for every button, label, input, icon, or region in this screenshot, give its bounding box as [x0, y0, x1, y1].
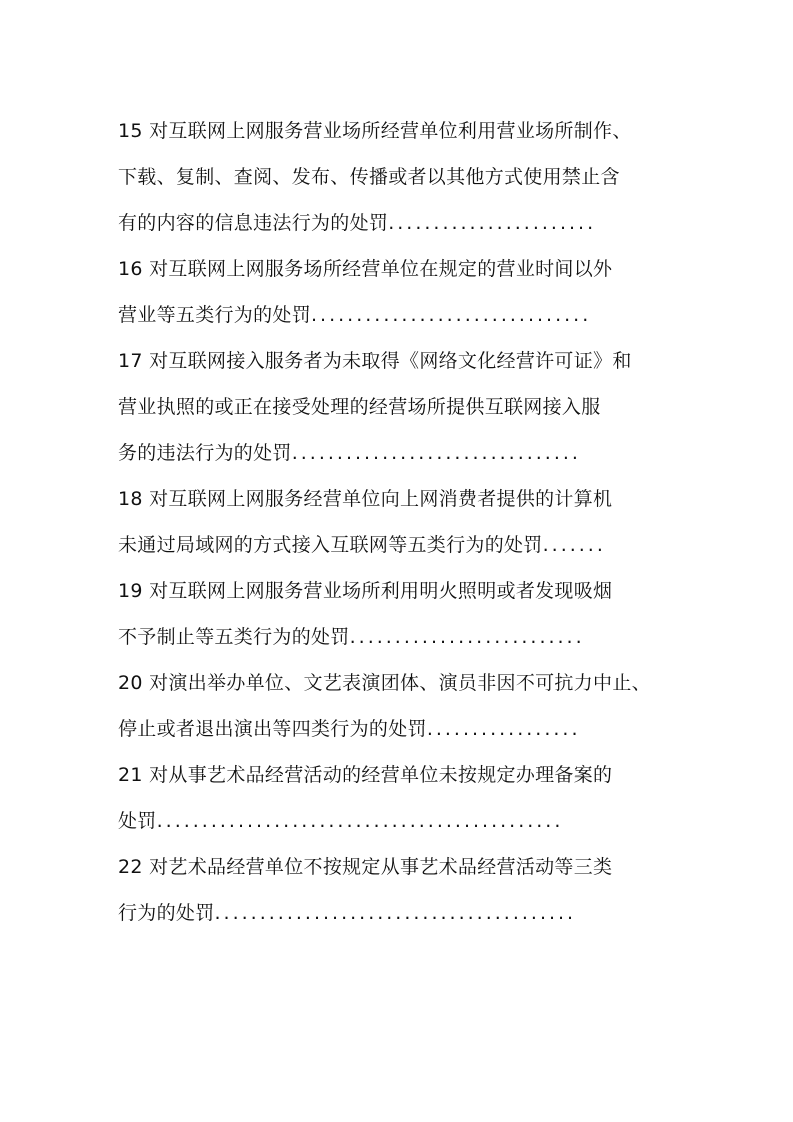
toc-line: 17 对互联网接入服务者为未取得《网络文化经营许可证》和 — [118, 350, 632, 372]
dot-leader: ................................ — [291, 442, 581, 464]
toc-line: 15 对互联网上网服务营业场所经营单位利用营业场所制作、 — [118, 120, 632, 142]
dot-leader: ........................................ — [214, 902, 577, 924]
toc-line: 不予制止等五类行为的处罚.......................... — [118, 626, 585, 648]
toc-line: 营业等五类行为的处罚............................... — [118, 304, 592, 326]
toc-entry-21[interactable] — [118, 752, 678, 844]
toc-line: 22 对艺术品经营单位不按规定从事艺术品经营活动等三类 — [118, 856, 613, 878]
table-of-contents — [118, 108, 678, 936]
toc-entry-19[interactable] — [118, 568, 678, 660]
dot-leader: ................. — [426, 718, 581, 740]
toc-line: 停止或者退出演出等四类行为的处罚................. — [118, 718, 581, 740]
toc-line: 19 对互联网上网服务营业场所利用明火照明或者发现吸烟 — [118, 580, 613, 602]
toc-line: 务的违法行为的处罚................................ — [118, 442, 581, 464]
toc-line: 处罚............................................. — [118, 810, 564, 832]
toc-line: 20 对演出举办单位、文艺表演团体、演员非因不可抗力中止、 — [118, 672, 651, 694]
toc-line: 未通过局域网的方式接入互联网等五类行为的处罚....... — [118, 534, 606, 556]
toc-entry-18[interactable] — [118, 476, 678, 568]
toc-line: 18 对互联网上网服务经营单位向上网消费者提供的计算机 — [118, 488, 613, 510]
dot-leader: ....... — [542, 534, 606, 556]
toc-entry-15[interactable] — [118, 108, 678, 246]
toc-line: 行为的处罚........................................ — [118, 902, 577, 924]
toc-line: 21 对从事艺术品经营活动的经营单位未按规定办理备案的 — [118, 764, 613, 786]
toc-entry-20[interactable] — [118, 660, 678, 752]
dot-leader: .......................... — [349, 626, 585, 648]
dot-leader: ............................... — [311, 304, 592, 326]
toc-entry-16[interactable] — [118, 246, 678, 338]
toc-line: 16 对互联网上网服务场所经营单位在规定的营业时间以外 — [118, 258, 613, 280]
dot-leader: ............................................. — [156, 810, 564, 832]
toc-line: 有的内容的信息违法行为的处罚....................... — [118, 212, 597, 234]
dot-leader: ....................... — [388, 212, 597, 234]
toc-entry-17[interactable] — [118, 338, 678, 476]
toc-line: 下载、复制、查阅、发布、传播或者以其他方式使用禁止含 — [118, 166, 620, 188]
toc-entry-22[interactable] — [118, 844, 678, 936]
toc-line: 营业执照的或正在接受处理的经营场所提供互联网接入服 — [118, 396, 601, 418]
